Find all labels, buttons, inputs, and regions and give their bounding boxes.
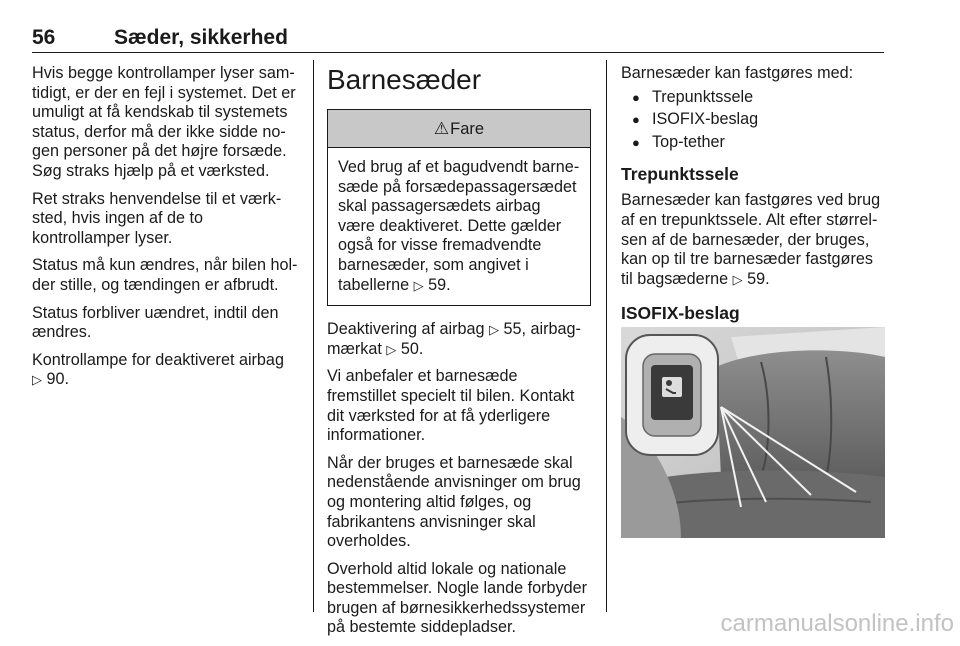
paragraph: Vi anbefaler et barnesæde fremstillet specielt til bilen. Kontakt dit værksted for at få yderligere informationer. — [327, 367, 575, 445]
reference-text: Kontrollampe for deaktiveret airbag — [32, 350, 284, 369]
page-link[interactable]: 50. — [400, 339, 424, 358]
paragraph: Overhold altid lokale og nationale bestemmelser. Nogle lande forbyder brugen af børnesikkerhedssystemer på bestemte siddepladser. — [327, 559, 588, 637]
list-item: ● Trepunktssele — [621, 88, 887, 108]
page-number: 56 — [32, 26, 56, 49]
column-left — [32, 64, 300, 398]
warning-body — [328, 148, 590, 305]
chapter-title: Sæder, sikkerhed — [114, 26, 288, 49]
page-link[interactable]: 90. — [46, 370, 70, 389]
paragraph: Ret straks henvendelse til et værksted, hvis ingen af de to kontrollamper lyser. — [32, 189, 282, 247]
column-divider-right — [606, 60, 607, 612]
subheading: ISOFIX-beslag — [621, 303, 740, 324]
cross-reference — [621, 191, 887, 289]
page-ref-arrow-icon: ▷ — [732, 271, 743, 287]
column-middle — [327, 64, 591, 646]
cross-reference — [327, 320, 591, 359]
cross-reference — [32, 351, 300, 390]
list-item: ● ISOFIX-beslag — [621, 110, 887, 130]
page-link[interactable]: 55, airbagmærkat — [327, 320, 581, 358]
warning-triangle-icon: ⚠ — [433, 119, 450, 138]
paragraph: Status forbliver uændret, indtil den ændres. — [32, 303, 279, 342]
rear-seat-isofix-illustration — [621, 327, 885, 538]
page-ref-arrow-icon: ▷ — [386, 341, 397, 357]
page-ref-arrow-icon: ▷ — [32, 372, 42, 388]
warning-header — [328, 110, 590, 148]
paragraph: Hvis begge kontrollamper lyser samtidigt, er der en fejl i systemet. Det er umuligt at få kendskab til systemets status, derfor må der ikke sidde nogen personer på det højre forsæde. Søg straks hjælp på et værksted. — [32, 64, 296, 180]
page-ref-arrow-icon: ▷ — [413, 277, 424, 293]
column-right — [621, 64, 887, 330]
watermark: carmanualsonline.info — [720, 610, 954, 637]
section-title: Barnesæder — [327, 64, 482, 95]
isofix-photo — [621, 327, 885, 538]
warning-label: Fare — [450, 120, 485, 138]
paragraph: Status må kun ændres, når bilen holder stille, og tændingen er afbrudt. — [32, 256, 298, 294]
paragraph: Barnesæder kan fastgøres med: — [621, 64, 854, 82]
column-divider-left — [313, 60, 314, 612]
list-item: ● Top-tether — [621, 133, 887, 153]
page-link[interactable]: 59. — [428, 275, 451, 294]
paragraph: Barnesæder kan fastgøres ved brug af en trepunktssele. Alt efter størrelsen af de barnesæder, der bruges, kan op til tre barnesæder fastgøres til bagsæderne — [621, 191, 881, 288]
subheading: Trepunktssele — [621, 164, 739, 185]
warning-text: Ved brug af et bagudvendt barnesæde på forsædepassagersædet skal passagersædets airbag være deaktiveret. Dette gælder også for visse fremadvendte barnesæder, som angivet i tabellerne — [338, 158, 580, 294]
bullet-list — [621, 88, 887, 153]
warning-box — [327, 109, 591, 306]
page-link[interactable]: 59. — [747, 269, 770, 288]
paragraph: Når der bruges et barnesæde skal nedenstående anvisninger om brug og montering altid følges, og fabrikantens anvisninger skal overholdes. — [327, 453, 581, 551]
reference-text: Deaktivering af airbag — [327, 320, 485, 339]
page-header — [32, 26, 884, 53]
page-ref-arrow-icon: ▷ — [488, 322, 499, 338]
